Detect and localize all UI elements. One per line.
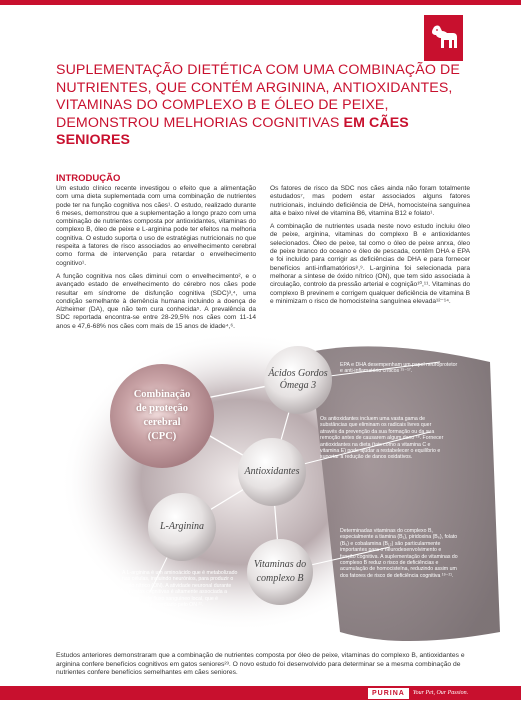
omega3-line: Ácidos Gordos (268, 368, 328, 379)
antioxidants-node-label: Antioxidantes (244, 466, 300, 477)
omega3-node-label (262, 368, 334, 392)
arginine-node-label: L-Arginina (159, 521, 205, 532)
vitamin-b-line: Vitaminas do (253, 559, 307, 570)
title-emphasis: EM CÃES SENIORES (56, 114, 409, 148)
intro-paragraph: Um estudo clínico recente investigou o efeito que a alimentação com uma dieta suplementada com uma combinação de nutrientes pode ter na função cognitiva nos cães¹. O estudo, realizado durante 6 meses, demonstrou que a suplementação a longo prazo com uma combinação de nutrientes composta por antioxidantes, vitaminas do complexo B, óleo de peixe e L-arginina pode ter efeitos na melhoria cognitiva. O estudo suporta o uso de estratégias nutricionais no que respeita a fatores de risco associados ao envelhecimento cerebral como forma de intervenção para retardar o envelhecimento cognitivo¹. (56, 185, 256, 267)
cpc-line: de proteção (135, 403, 188, 414)
section-heading-introduction: INTRODUÇÃO (56, 173, 121, 184)
intro-right-column (270, 185, 470, 311)
vitamin-b-node-label (245, 558, 315, 586)
cpc-line: (CPC) (147, 431, 177, 442)
closing-paragraph: Estudos anteriores demonstraram que a combinação de nutrientes composta por óleo de peixe, vitaminas do complexo B, antioxidantes e arginina confere benefícios cognitivos em gatos seniores²³. O novo estudo foi desenvolvido para determinar se a mesma combinação de nutrientes confere benefícios semelhantes em cães seniores. (56, 652, 465, 677)
intro-paragraph: A combinação de nutrientes usada neste novo estudo incluiu óleo de peixe, arginina, vitaminas do complexo B e antioxidantes selecionados. Óleo de peixe, tal como o óleo de peixe anrxa, óleo de peixe branco do oceano e óleo de pescada, contêm DHA e EPA e foi incluído para corrigir as deficiências de DHA e para fornecer benefícios anti-inflamatórios⁸,⁹. L-arginina foi selecionada para melhorar a síntese de óxido nítrico (ON), que tem sido associada à circulação, controlo da pressão arterial e cognição¹⁰,¹¹. Vitaminas do complexo B previnem e corrigem qualquer deficiência de vitamina B e minimizam o risco de homocisteína sanguínea elevada¹²⁻¹⁴. (270, 223, 470, 305)
vitamin-b-line: complexo B (256, 573, 304, 584)
omega3-line: Ómega 3 (279, 380, 317, 391)
antioxidants-note: Os antioxidantes incluem uma vasta gama de substâncias que eliminam os radicais livres quer através da prevenção da sua formação ou da sua remoção antes de causarem algum dano ¹⁸. Fornecer antioxidantes na dieta (tais como a vitamina C e vitamina E) pode ajudar a restabelecer o equilíbrio e suportar a redução de danos oxidativos. (320, 416, 444, 461)
cpc-line: Combinação (133, 389, 191, 400)
nutrient-diagram (40, 332, 521, 650)
intro-paragraph: A função cognitiva nos cães diminui com o envelhecimento², e o avançado estado de envelhecimento do cérebro nos cães pode resultar em síndrome de disfunção cognitiva (SDC)³,⁴, uma condição semelhante à demência humana incluindo a doença de Alzheimer (DA), que não tem cura conhecida⁵. A prevalência da SDC reportada encontra-se entre 28-29,5% nos cães com 11-14 anos e 47,6-68% nos cães com mais de 15 anos de idade⁴,⁶. (56, 272, 256, 330)
omega3-note: EPA e DHA desempenham um papel neuroprotetor e anti-inflamatório críticos ¹⁵⁻¹⁷. (340, 362, 458, 375)
title-main: SUPLEMENTAÇÃO DIETÉTICA COM UMA COMBINAÇÃO DE NUTRIENTES, QUE CONTÉM ARGININA, ANTIOXIDANTES, VITAMINAS DO COMPLEXO B E ÓLEO DE PEIXE, DEMONSTROU MELHORIAS COGNITIVAS (56, 62, 460, 131)
dog-badge (424, 15, 463, 61)
cpc-node-label (116, 388, 208, 444)
dog-icon (429, 24, 459, 52)
top-accent-bar (0, 0, 521, 5)
purina-wordmark: PURINA (368, 688, 409, 699)
purina-logo (368, 686, 468, 700)
intro-left-column (56, 185, 256, 336)
cpc-line: cerebral (143, 417, 181, 428)
page-title (56, 62, 466, 150)
arginine-note: A L-arginina é um aminoácido que é metabolizado nas células, incluindo neurónios, para produzir o óxido nítrico (ON). A atividade neuronal durante as tarefas cognitivas é altamente associada a aumentos de fluxo sanguíneo local, que é primariamente mediado pelo ON ²². (122, 570, 238, 609)
purina-tagline: Your Pet, Our Passion. (412, 690, 469, 696)
intro-paragraph: Os fatores de risco da SDC nos cães ainda não foram totalmente estudados⁷, mas podem estar associados alguns fatores nutricionais, incluindo deficiência de DHA, homocisteína sanguínea alta e baixo nível de vitamina B6, vitamina B12 e folato¹. (270, 185, 470, 217)
vitamin-b-note: Determinadas vitaminas do complexo B, especialmente a tiamina (B₁), piridoxina (B₆), folato (B₉) e cobalamina (B₁₂) são particularmente importantes para o neurodesenvolvimento e função cognitiva. A suplementação de vitaminas do complexo B reduz o risco de deficiências e acumulação de homocisteína, reduzindo assim um dos fatores de risco de deficiência cognitiva ¹⁹⁻²¹. (340, 528, 458, 579)
